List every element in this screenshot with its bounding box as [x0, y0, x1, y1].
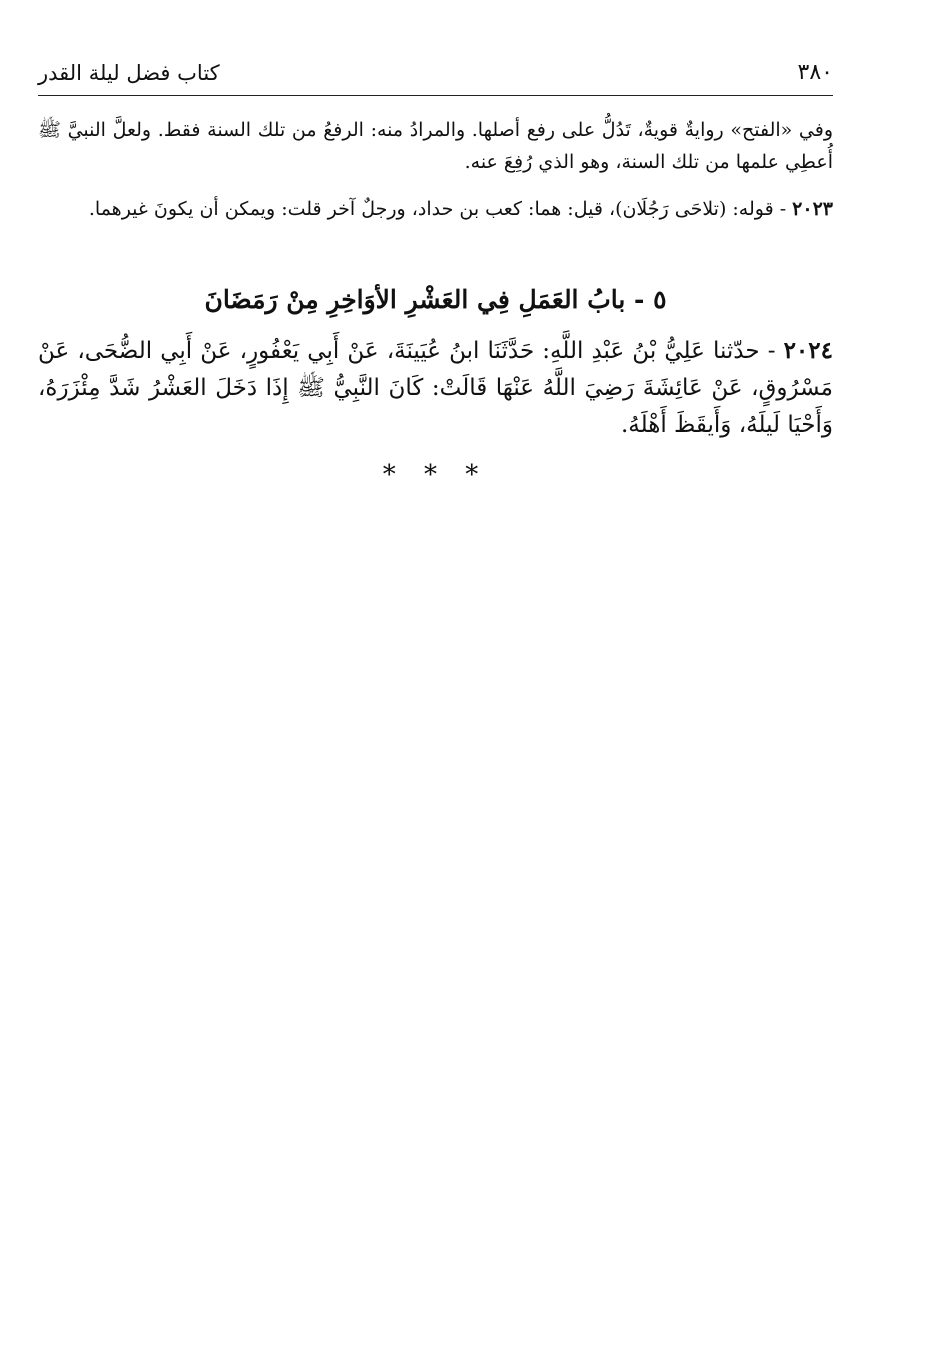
commentary-text	[38, 193, 833, 225]
header-divider	[38, 95, 833, 96]
chapter-heading: ٥ - بابُ العَمَلِ فِي العَشْرِ الأوَاخِرِ مِنْ رَمَضَانَ	[204, 285, 667, 314]
commentary-paragraph	[38, 114, 833, 178]
commentary-paragraph	[38, 193, 833, 225]
note-number: ٢٠٢٣	[792, 198, 833, 220]
page-number: ٣٨٠	[797, 60, 833, 85]
note-text: - قوله: (تلاحَى رَجُلَان)، قيل: هما: كعب بن حداد، ورجلٌ آخر قلت: ويمكن أن يكونَ غيرهما.	[88, 198, 793, 220]
running-header	[38, 58, 833, 92]
hadith-number: ٢٠٢٤	[783, 337, 833, 364]
hadith-paragraph	[38, 332, 833, 444]
hadith-body: - حدّثنا عَلِيُّ بْنُ عَبْدِ اللَّهِ: حَدَّثَنَا ابنُ عُيَينَةَ، عَنْ أَبِي يَعْفُورٍ، عَنْ أَبِي الضُّحَى، عَنْ مَسْرُوقٍ، عَنْ عَائِشَةَ رَضِيَ اللَّهُ عَنْهَا قَالَتْ: كَانَ النَّبِيُّ ﷺ إِذَا دَخَلَ العَشْرُ شَدَّ مِئْزَرَهُ، وَأَحْيَا لَيلَهُ، وَأَيقَظَ أَهْلَهُ.	[38, 338, 833, 438]
commentary-text: وفي «الفتح» روايةٌ قويةٌ، تَدُلُّ على رفع أصلها. والمرادُ منه: الرفعُ من تلك السنة فقط. ولعلَّ النبيَّ ﷺ أُعطِي علمها من تلك السنة، وهو الذي رُفِعَ عنه.	[38, 119, 833, 173]
book-title: كتاب فضل ليلة القدر	[38, 61, 220, 85]
hadith-text	[38, 332, 833, 444]
section-end-ornament: * * *	[382, 460, 489, 490]
